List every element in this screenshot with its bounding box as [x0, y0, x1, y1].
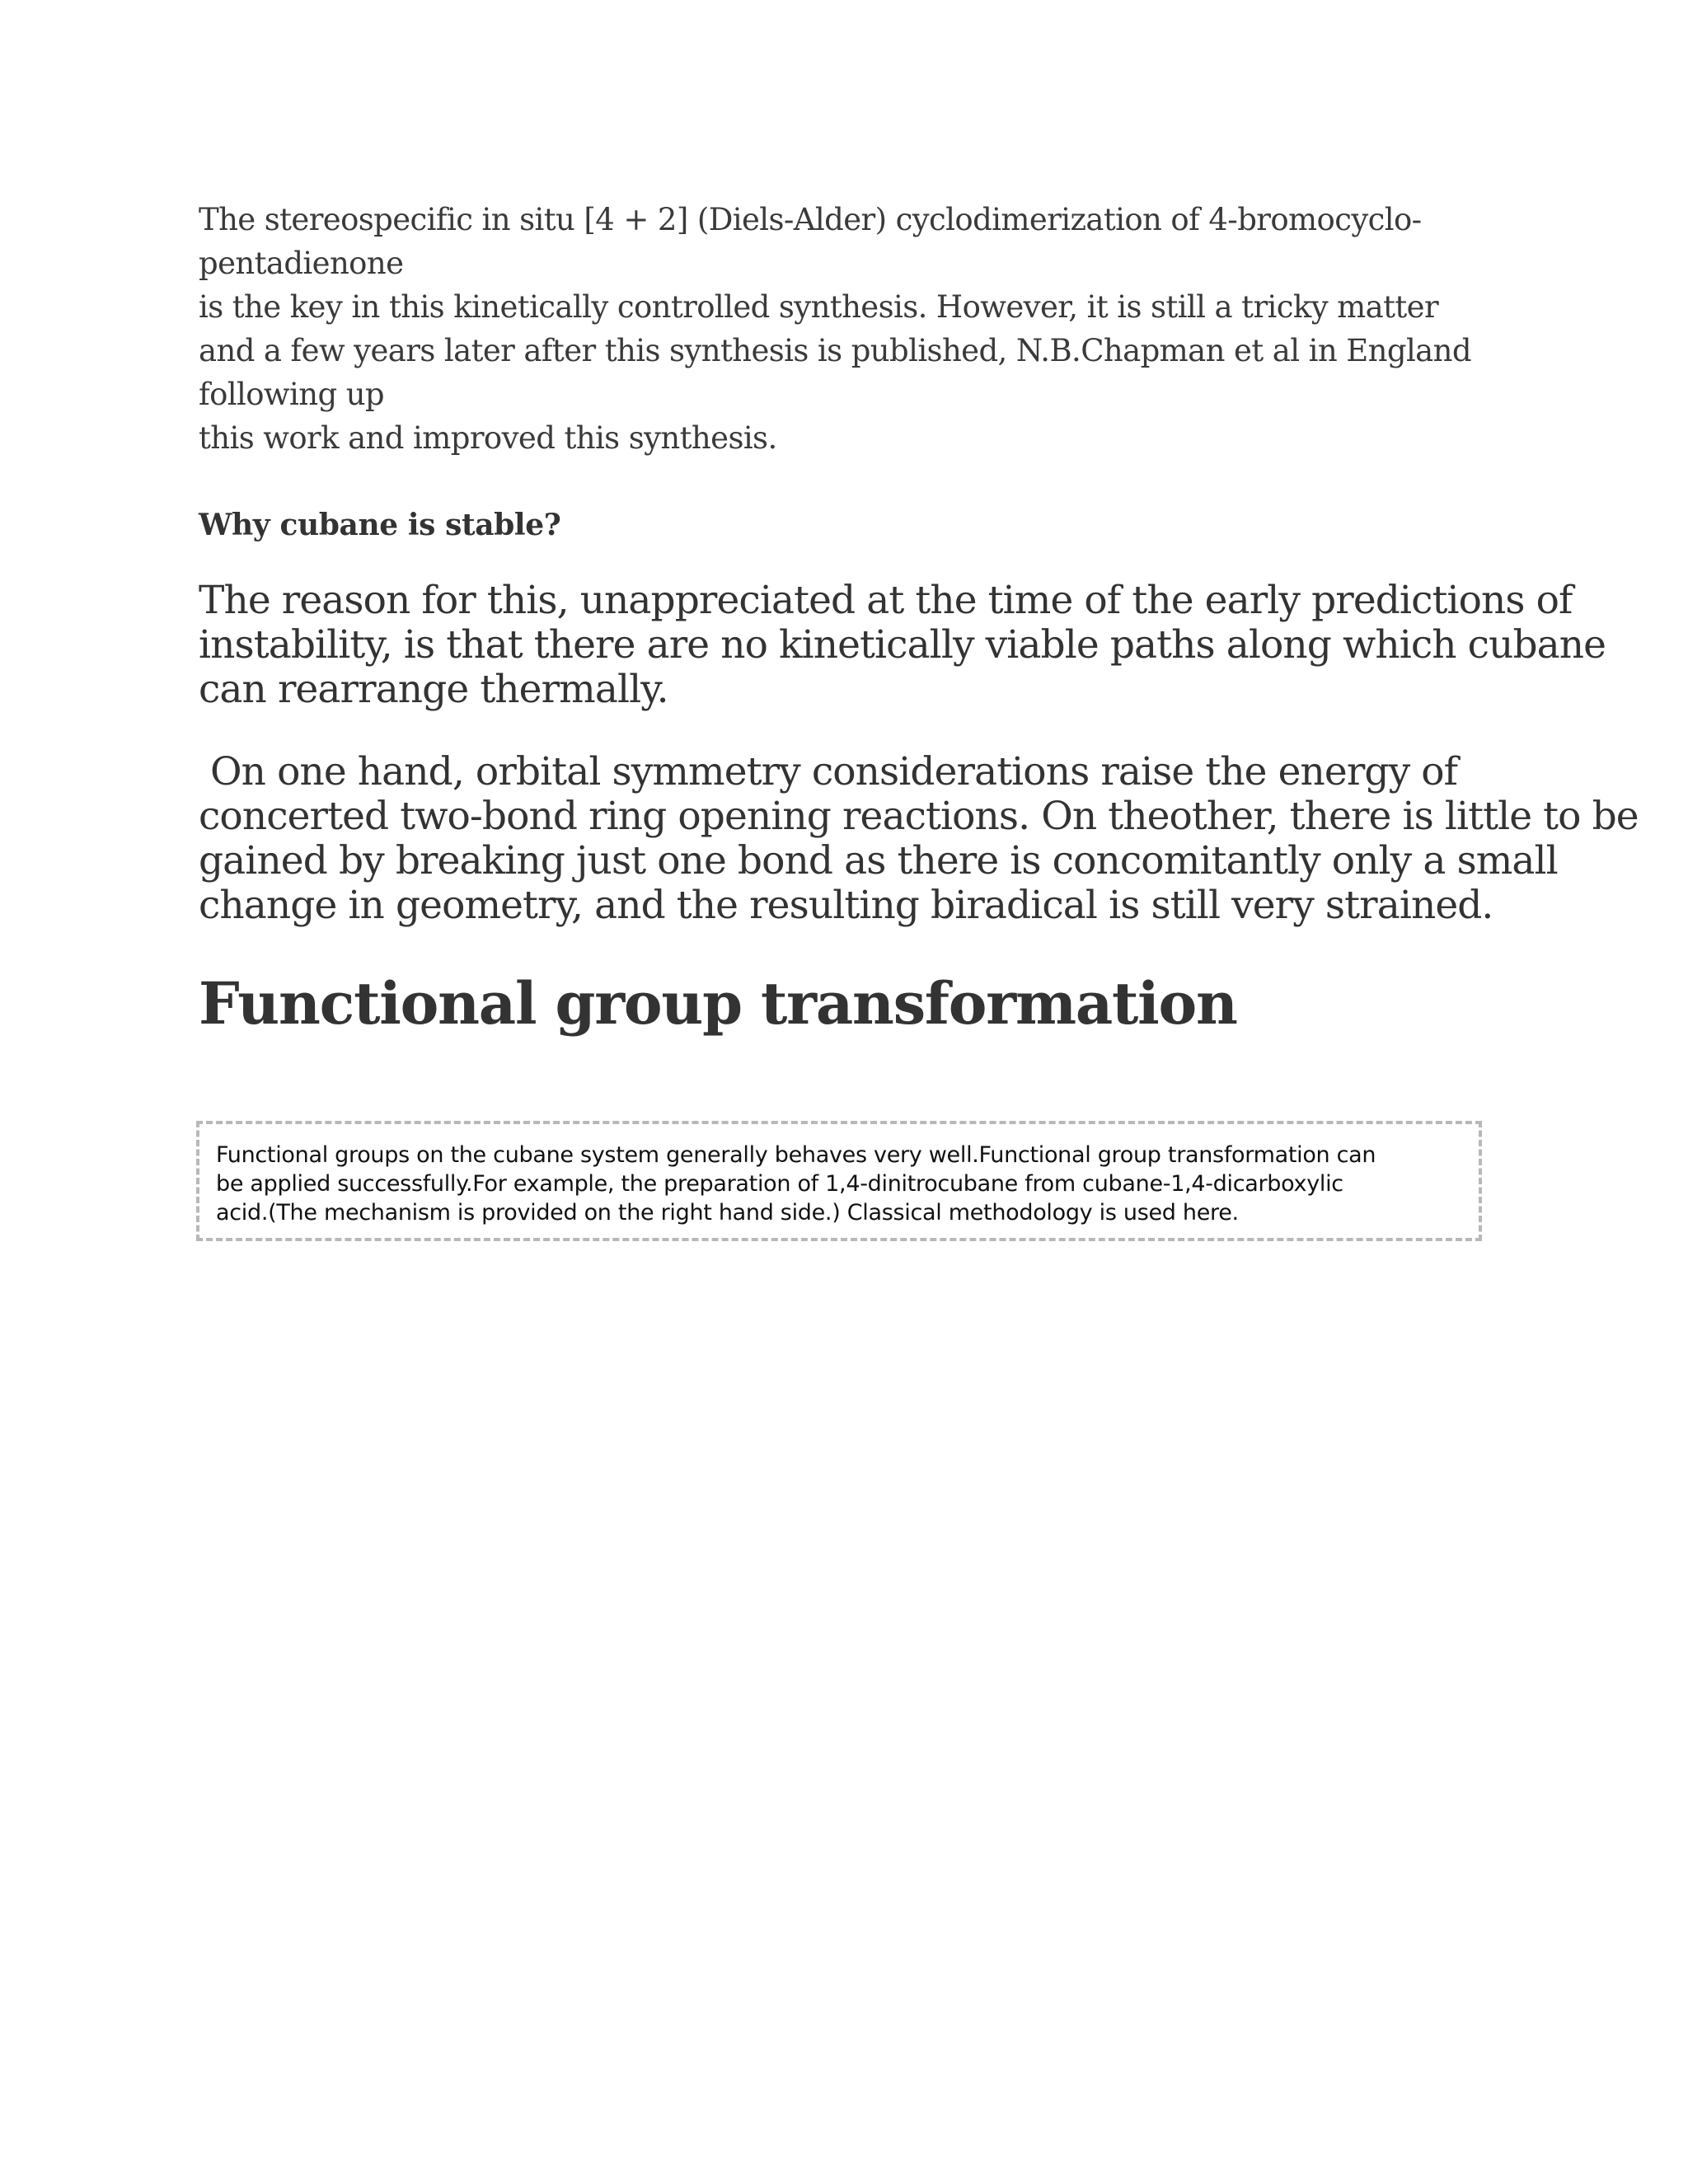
- intro-line: following up: [199, 377, 385, 412]
- orbital-line: change in geometry, and the resulting biradical is still very strained.: [199, 883, 1493, 928]
- note-text: [216, 1141, 1376, 1227]
- reason-line: The reason for this, unappreciated at the time of the early predictions of: [199, 578, 1573, 623]
- orbital-line: gained by breaking just one bond as there is concomitantly only a small: [199, 838, 1558, 883]
- section-heading: Functional group transformation: [199, 969, 1237, 1038]
- intro-line: The stereospecific in situ [4 + 2] (Diels-Alder) cyclodimerization of 4-bromocyclo-: [199, 202, 1422, 237]
- reason-line: instability, is that there are no kinetically viable paths along which cubane: [199, 622, 1606, 668]
- intro-line: and a few years later after this synthesis is published, N.B.Chapman et al in England: [199, 333, 1471, 368]
- intro-line: pentadienone: [199, 246, 404, 281]
- reason-paragraph: [199, 579, 1606, 712]
- question-subheading: Why cubane is stable?: [199, 508, 561, 542]
- orbital-line: On one hand, orbital symmetry considerations raise the energy of: [199, 749, 1458, 794]
- note-line: Functional groups on the cubane system generally behaves very well.Functional group transformation can: [216, 1142, 1376, 1168]
- note-line: be applied successfully.For example, the preparation of 1,4-dinitrocubane from cubane-1,4-dicarboxylic: [216, 1171, 1343, 1197]
- orbital-symmetry-paragraph: [199, 750, 1639, 928]
- intro-line: this work and improved this synthesis.: [199, 420, 777, 456]
- note-box: [196, 1121, 1482, 1241]
- intro-paragraph: [199, 198, 1471, 460]
- note-line: acid.(The mechanism is provided on the right hand side.) Classical methodology is used here.: [216, 1200, 1239, 1226]
- reason-line: can rearrange thermally.: [199, 667, 668, 712]
- orbital-line: concerted two-bond ring opening reactions. On theother, there is little to be: [199, 794, 1639, 839]
- intro-line: is the key in this kinetically controlled synthesis. However, it is still a tricky matter: [199, 289, 1439, 325]
